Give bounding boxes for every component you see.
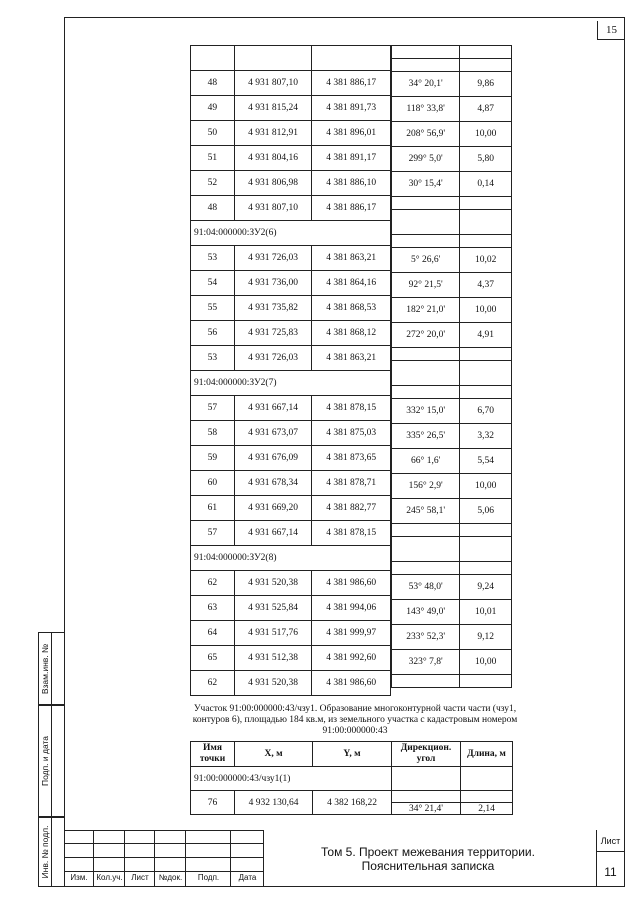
title-line-2: Пояснительная записка — [361, 859, 495, 873]
point-y: 4 382 168,22 — [313, 791, 392, 815]
point-number: 51 — [191, 146, 235, 171]
spacer-row — [392, 348, 512, 361]
spacer-row — [392, 386, 512, 399]
segment-row — [392, 424, 512, 449]
table-row — [191, 471, 391, 496]
point-number: 57 — [191, 521, 235, 546]
point-y: 4 381 999,97 — [312, 621, 391, 646]
segment-length: 5,80 — [460, 147, 512, 172]
point-number: 58 — [191, 421, 235, 446]
segment-row — [392, 97, 512, 122]
segment-length: 2,14 — [461, 803, 513, 815]
segment-direction: 182° 21,0' — [392, 298, 460, 323]
label-count: Кол.уч. — [96, 873, 123, 882]
segment-row — [392, 650, 512, 675]
spacer-row — [392, 361, 512, 386]
spacer-row — [392, 46, 512, 59]
spacer-row — [392, 675, 512, 688]
segment-direction: 332° 15,0' — [392, 399, 460, 424]
stamp-original-inventory — [38, 817, 64, 887]
point-x: 4 931 806,98 — [234, 171, 312, 196]
table-row — [191, 646, 391, 671]
point-y: 4 381 873,65 — [312, 446, 391, 471]
table-row — [191, 346, 391, 371]
table-row — [191, 196, 391, 221]
sheet-number: 11 — [604, 865, 617, 879]
coordinates-table — [190, 45, 391, 696]
point-number: 55 — [191, 296, 235, 321]
point-x: 4 931 812,91 — [234, 121, 312, 146]
point-x: 4 931 520,38 — [234, 671, 312, 696]
point-x: 4 931 525,84 — [234, 596, 312, 621]
point-y: 4 381 878,71 — [312, 471, 391, 496]
segment-length: 6,70 — [460, 399, 512, 424]
segment-row — [392, 273, 512, 298]
segment-length: 9,24 — [460, 575, 512, 600]
point-x: 4 931 807,10 — [234, 196, 312, 221]
point-number: 60 — [191, 471, 235, 496]
point-number: 62 — [191, 671, 235, 696]
point-y: 4 381 863,21 — [312, 246, 391, 271]
segment-row — [392, 575, 512, 600]
segment-length: 10,00 — [460, 122, 512, 147]
table-row — [191, 791, 513, 803]
spacer-row — [392, 537, 512, 562]
sheet-label: Лист — [600, 836, 621, 846]
next-table — [190, 741, 513, 815]
table-row — [191, 146, 391, 171]
point-y: 4 381 882,77 — [312, 496, 391, 521]
point-x: 4 931 807,10 — [234, 71, 312, 96]
point-number: 59 — [191, 446, 235, 471]
segment-direction: 118° 33,8' — [392, 97, 460, 122]
point-x: 4 931 736,00 — [234, 271, 312, 296]
section-label: 91:00:000000:43/чзу1(1) — [191, 767, 392, 791]
point-number: 48 — [191, 71, 235, 96]
segment-length: 4,37 — [460, 273, 512, 298]
point-x: 4 931 815,24 — [234, 96, 312, 121]
spacer-row — [392, 235, 512, 248]
point-x: 4 931 725,83 — [234, 321, 312, 346]
spacer-row — [392, 59, 512, 72]
point-number: 76 — [191, 791, 235, 815]
table-row — [191, 296, 391, 321]
section-label: 91:04:000000:ЗУ2(7) — [191, 371, 391, 396]
segment-direction: 323° 7,8' — [392, 650, 460, 675]
segment-row — [392, 600, 512, 625]
segment-row — [392, 625, 512, 650]
spacer-row — [392, 197, 512, 210]
point-number: 65 — [191, 646, 235, 671]
stamp-label: Взам.инв. № — [40, 643, 50, 694]
label-doc-number: №док. — [158, 873, 183, 882]
table-row — [191, 71, 391, 96]
table-row — [191, 446, 391, 471]
header-y: Y, м — [313, 742, 392, 767]
segment-length: 3,32 — [460, 424, 512, 449]
section-label: 91:04:000000:ЗУ2(8) — [191, 546, 391, 571]
table-row — [191, 321, 391, 346]
segment-row — [392, 499, 512, 524]
point-y: 4 381 994,06 — [312, 596, 391, 621]
label-date: Дата — [238, 873, 257, 882]
point-x: 4 931 678,34 — [234, 471, 312, 496]
segment-direction: 233° 52,3' — [392, 625, 460, 650]
label-signature: Подп. — [197, 873, 220, 882]
point-number: 61 — [191, 496, 235, 521]
segment-length: 5,06 — [460, 499, 512, 524]
point-x: 4 931 667,14 — [234, 521, 312, 546]
table-row — [191, 171, 391, 196]
header-point: Имя точки — [191, 742, 235, 767]
point-y: 4 381 878,15 — [312, 521, 391, 546]
section-row — [191, 221, 391, 246]
segment-length: 4,87 — [460, 97, 512, 122]
plot-caption: Участок 91:00:000000:43/чзу1. Образование многоконтурной части части (чзу1, контуров 6), площадью 184 кв.м, из земельного участка с кадастровым номером 91:00:000000:43 — [192, 704, 518, 736]
point-y: 4 381 886,10 — [312, 171, 391, 196]
page-number: 15 — [597, 21, 625, 40]
label-change: Изм. — [70, 873, 88, 882]
segment-length: 9,86 — [460, 72, 512, 97]
segment-direction: 245° 58,1' — [392, 499, 460, 524]
point-x: 4 931 512,38 — [234, 646, 312, 671]
point-y: 4 381 986,60 — [312, 671, 391, 696]
point-x: 4 931 669,20 — [234, 496, 312, 521]
point-x: 4 932 130,64 — [235, 791, 313, 815]
stamp-label: Инв. № подл. — [40, 825, 50, 879]
point-y: 4 381 868,12 — [312, 321, 391, 346]
point-number: 53 — [191, 346, 235, 371]
point-number: 50 — [191, 121, 235, 146]
point-y: 4 381 886,17 — [312, 196, 391, 221]
segment-direction: 299° 5,0' — [392, 147, 460, 172]
point-number: 57 — [191, 396, 235, 421]
point-x: 4 931 517,76 — [234, 621, 312, 646]
point-y: 4 381 986,60 — [312, 571, 391, 596]
segment-row — [392, 449, 512, 474]
table-row — [191, 246, 391, 271]
section-label: 91:04:000000:ЗУ2(6) — [191, 221, 391, 246]
point-x: 4 931 726,03 — [234, 346, 312, 371]
header-x: X, м — [235, 742, 313, 767]
point-x: 4 931 673,07 — [234, 421, 312, 446]
table-row — [191, 671, 391, 696]
table-header-row — [191, 742, 513, 767]
header-direction: Дирекцион. угол — [392, 742, 461, 767]
document-title — [262, 845, 594, 873]
point-number: 63 — [191, 596, 235, 621]
table-row — [191, 396, 391, 421]
point-y: 4 381 878,15 — [312, 396, 391, 421]
table-row — [191, 271, 391, 296]
table-row — [191, 421, 391, 446]
point-number: 62 — [191, 571, 235, 596]
table-row — [191, 121, 391, 146]
segment-length: 9,12 — [460, 625, 512, 650]
point-number: 49 — [191, 96, 235, 121]
section-row — [191, 546, 391, 571]
segment-length: 10,02 — [460, 248, 512, 273]
point-y: 4 381 891,73 — [312, 96, 391, 121]
point-number: 48 — [191, 196, 235, 221]
table-row — [191, 96, 391, 121]
table-header-row — [191, 46, 391, 71]
segment-length: 10,01 — [460, 600, 512, 625]
point-y: 4 381 868,53 — [312, 296, 391, 321]
segment-length: 0,14 — [460, 172, 512, 197]
segment-length: 10,00 — [460, 474, 512, 499]
segment-direction: 30° 15,4' — [392, 172, 460, 197]
segment-row — [392, 122, 512, 147]
segment-direction: 335° 26,5' — [392, 424, 460, 449]
stamp-label: Подп. и дата — [40, 735, 50, 787]
point-x: 4 931 667,14 — [234, 396, 312, 421]
table-row — [191, 621, 391, 646]
point-y: 4 381 891,17 — [312, 146, 391, 171]
point-y: 4 381 896,01 — [312, 121, 391, 146]
point-number: 56 — [191, 321, 235, 346]
table-row — [191, 571, 391, 596]
segment-length: 4,91 — [460, 323, 512, 348]
section-row — [191, 371, 391, 396]
point-y: 4 381 863,21 — [312, 346, 391, 371]
segment-row — [392, 147, 512, 172]
point-number: 64 — [191, 621, 235, 646]
point-x: 4 931 804,16 — [234, 146, 312, 171]
stamp-signature-date — [38, 705, 64, 817]
title-line-1: Том 5. Проект межевания территории. — [321, 845, 535, 859]
label-sheet: Лист — [131, 873, 149, 882]
table-row — [191, 496, 391, 521]
segment-direction: 156° 2,9' — [392, 474, 460, 499]
segment-direction: 272° 20,0' — [392, 323, 460, 348]
segment-row — [392, 72, 512, 97]
segment-direction: 92° 21,5' — [392, 273, 460, 298]
direction-table — [391, 45, 512, 688]
segment-direction: 34° 21,4' — [392, 803, 461, 815]
segment-direction: 5° 26,6' — [392, 248, 460, 273]
point-y: 4 381 864,16 — [312, 271, 391, 296]
header-length: Длина, м — [461, 742, 513, 767]
table-row — [191, 596, 391, 621]
point-number: 54 — [191, 271, 235, 296]
segment-length: 5,54 — [460, 449, 512, 474]
point-number: 52 — [191, 171, 235, 196]
segment-row — [392, 298, 512, 323]
stamp-replaced-inventory — [38, 632, 64, 705]
point-x: 4 931 676,09 — [234, 446, 312, 471]
section-row — [191, 767, 513, 791]
segment-direction: 34° 20,1' — [392, 72, 460, 97]
spacer-row — [392, 210, 512, 235]
segment-direction: 66° 1,6' — [392, 449, 460, 474]
segment-direction: 208° 56,9' — [392, 122, 460, 147]
segment-row — [392, 474, 512, 499]
segment-row — [392, 248, 512, 273]
segment-length: 10,00 — [460, 650, 512, 675]
segment-row — [392, 172, 512, 197]
segment-row — [392, 399, 512, 424]
segment-direction: 143° 49,0' — [392, 600, 460, 625]
spacer-row — [392, 524, 512, 537]
spacer-row — [392, 562, 512, 575]
point-x: 4 931 520,38 — [234, 571, 312, 596]
point-y: 4 381 886,17 — [312, 71, 391, 96]
segment-direction: 53° 48,0' — [392, 575, 460, 600]
segment-row — [392, 323, 512, 348]
point-y: 4 381 992,60 — [312, 646, 391, 671]
table-row — [191, 521, 391, 546]
point-x: 4 931 735,82 — [234, 296, 312, 321]
point-number: 53 — [191, 246, 235, 271]
segment-length: 10,00 — [460, 298, 512, 323]
point-x: 4 931 726,03 — [234, 246, 312, 271]
point-y: 4 381 875,03 — [312, 421, 391, 446]
